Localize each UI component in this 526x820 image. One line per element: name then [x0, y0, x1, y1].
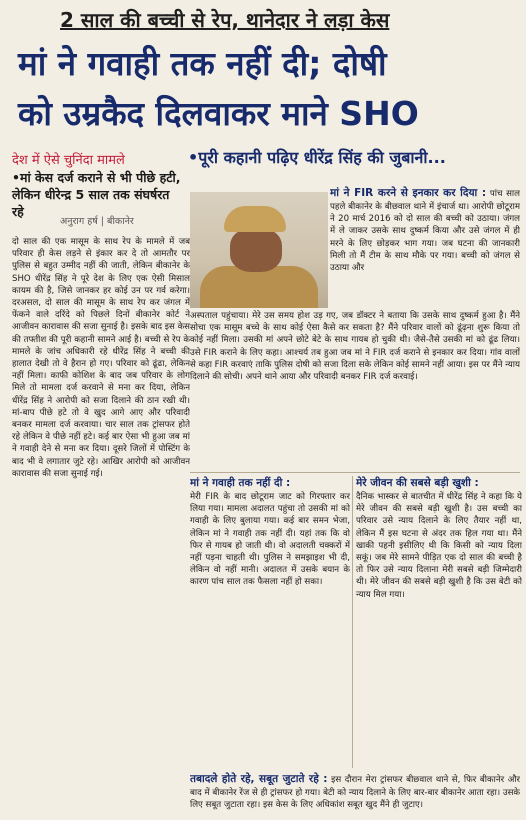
- kicker-headline: 2 साल की बच्ची से रेप, थानेदार ने लड़ा केस: [60, 8, 390, 32]
- sidebar-subheading: •मां केस दर्ज कराने से भी पीछे हटी, लेकिन धीरेन्द्र 5 साल तक संघर्षरत रहे: [12, 170, 181, 219]
- horizontal-divider: [190, 472, 520, 473]
- officer-photo: [190, 192, 328, 308]
- main-headline-line-2: को उम्रकैद दिलवाकर माने SHO: [18, 94, 419, 133]
- middle-paragraph: अस्पताल पहुंचाया। मेरे उस समय होश उड़ गए, जब डॉक्टर ने बताया कि उसके साथ दुष्कर्म हुआ है। मैंने सोचा एक मासूम बच्चे के साथ कोई ऐसा कैसे कर सकता है? मैंने परिवार वालों को ढूंढ़ना शुरू किया तो कोई नहीं मिला। उसकी मां अपने छोटे बेटे के साथ गायब हो चुकी थी। जैसे-तैसे उसकी मां को ढूंढ लिया। उसे FIR कराने के लिए कहा। आश्चर्य तब हुआ जब मां ने FIR दर्ज कराने से इनकार कर दिया। गांव वालों से कहा FIR करवाएं ताकि पुलिस दोषी को सजा दिला सके लेकिन कोई सामने नहीं आया। इस पर मैंने न्याय दिलाने की सोची। अपने थाने आया और परिवादी बनकर FIR दर्ज करवाई।: [190, 311, 520, 383]
- lead-text: पांच साल पहले बीकानेर के बीछवाल थाने में इंचार्ज था। आरोपी छोटूराम ने 20 मार्च 2016 को दो साल की बच्ची को उठाया। जंगल में ले जाकर उसके साथ दुष्कर्म किया और उसे जंगल में ही मरने के लिए छोड़कर भाग गया। जब घटना की जानकारी मिली तो मैं टीम के साथ मौके पर गया। बच्ची को जंगल से उठाया और: [330, 189, 520, 273]
- center-column: [190, 476, 350, 776]
- center-text: मेरी FIR के बाद छोटूराम जाट को गिरफ्तार कर लिया गया। मामला अदालत पहुंचा तो उसकी मां को गवाही के लिए बुलाया गया। कई बार समन भेजा, लेकिन मां ने गवाही तक नहीं दी। यहां तक कि वो फिर से गायब हो जाती थी। वो अदालती चक्करों में नहीं पड़ना चाहती थी। पुलिस ने समझाइश भी दी, लेकिन वो नहीं मानी। अदालत में उसके बयान के कारण पांच साल तक फैसला नहीं हो सका।: [190, 491, 350, 588]
- center-subhead: मां ने गवाही तक नहीं दी :: [190, 477, 291, 489]
- face-shape: [230, 228, 282, 272]
- right-column: [356, 476, 522, 776]
- story-teaser: •पूरी कहानी पढ़िए धीरेंद्र सिंह की जुबानी...: [188, 148, 446, 167]
- bottom-subhead: तबादले होते रहे, सबूत जुटाते रहे :: [190, 773, 328, 785]
- bottom-text: इस दौरान मेरा ट्रांसफर बीछवाल थाने से, फिर बीकानेर और बाद में बीकानेर रेंज से ही ट्रांसफर हो गया। बेटी को न्याय दिलाने के लिए बार-बार बीकानेर आता रहा। उसके लिए सबूत जुटाता रहा। इस केस के लिए अधिकांश सबूत खुद मैंने ही जुटाए।: [190, 775, 520, 811]
- right-subhead: मेरे जीवन की सबसे बड़ी खुशी :: [356, 477, 479, 489]
- right-text: दैनिक भास्कर से बातचीत में धीरेंद्र सिंह ने कहा कि ये मेरे जीवन की सबसे बड़ी खुशी है। उस बच्ची का परिवार उसे न्याय दिलाने के लिए तैयार नहीं था, लेकिन मैं इस घटना से अंदर तक हिल गया था। मैंने खाकी पहनी इसीलिए थी कि किसी को न्याय दिला सकूं। जब मेरे सामने पीड़ित एक दो साल की बच्ची है तो फिर उसे न्याय दिलाना मेरी सबसे बड़ी जिम्मेदारी थी। मेरे जीवन की सबसे बड़ी खुशी है कि उस बेटी को न्याय मिल गया।: [356, 491, 522, 600]
- uniform-shape: [200, 266, 318, 308]
- lead-subhead: मां ने FIR करने से इनकार कर दिया :: [330, 187, 487, 199]
- vertical-divider: [352, 476, 353, 768]
- lead-paragraph: [330, 186, 520, 274]
- main-headline-line-1: मां ने गवाही तक नहीं दी; दोषी: [18, 44, 387, 83]
- bottom-paragraph: [190, 772, 520, 820]
- left-column-text: दो साल की एक मासूम के साथ रेप के मामले में जब परिवार ही केस लड़ने से इंकार कर दे तो आमतौर पर पुलिस से बहुत उम्मीद नहीं की जाती, लेकिन बीकानेर के SHO धीरेंद्र सिंह ने पूरे देश के लिए एक ऐसी मिसाल कायम की है, जिसे जानकर हर कोई उन पर गर्व करेगा। दरअसल, दो साल की मासूम के साथ रेप कर जंगल में फेंकने वाले दरिंदे को पिछले दिनों बीकानेर कोर्ट ने आजीवन कारावास की सजा सुनाई है। इसके बाद इस केस की तफ्तीश की पूरी कहानी सामने आई है। बच्ची से रेप के मामले के जांच अधिकारी रहे धीरेंद्र सिंह ने बच्ची की हालात देखी तो वे हैरान हो गए। परिवार को ढूंढा, लेकिन नहीं मिला। काफी कोशिश के बाद जब परिवार के लोग मिले तो मामला दर्ज करवाने से मना कर दिया, लेकिन धीरेंद्र सिंह ने आरोपी को सजा दिलाने की ठान रखी थी। मां-बाप पीछे हटे तो वे खुद आगे आए और परिवादी बनकर मामला दर्ज करवाया। चार साल तक ट्रांसफर होते रहे लेकिन वे पीछे नहीं हटे। कई बार ऐसा भी हुआ जब मां ने गवाही देने से मना कर दिया। दूसरे जिलों में पोस्टिंग के बाद भी वे लगातार जुटे रहे। आखिर आरोपी को आजीवन कारावास की सजा सुनाई गई।: [12, 237, 190, 479]
- sidebar-title: देश में ऐसे चुनिंदा मामले: [12, 153, 125, 168]
- police-cap-shape: [224, 206, 286, 232]
- byline: अनुराग हर्ष | बीकानेर: [60, 216, 134, 227]
